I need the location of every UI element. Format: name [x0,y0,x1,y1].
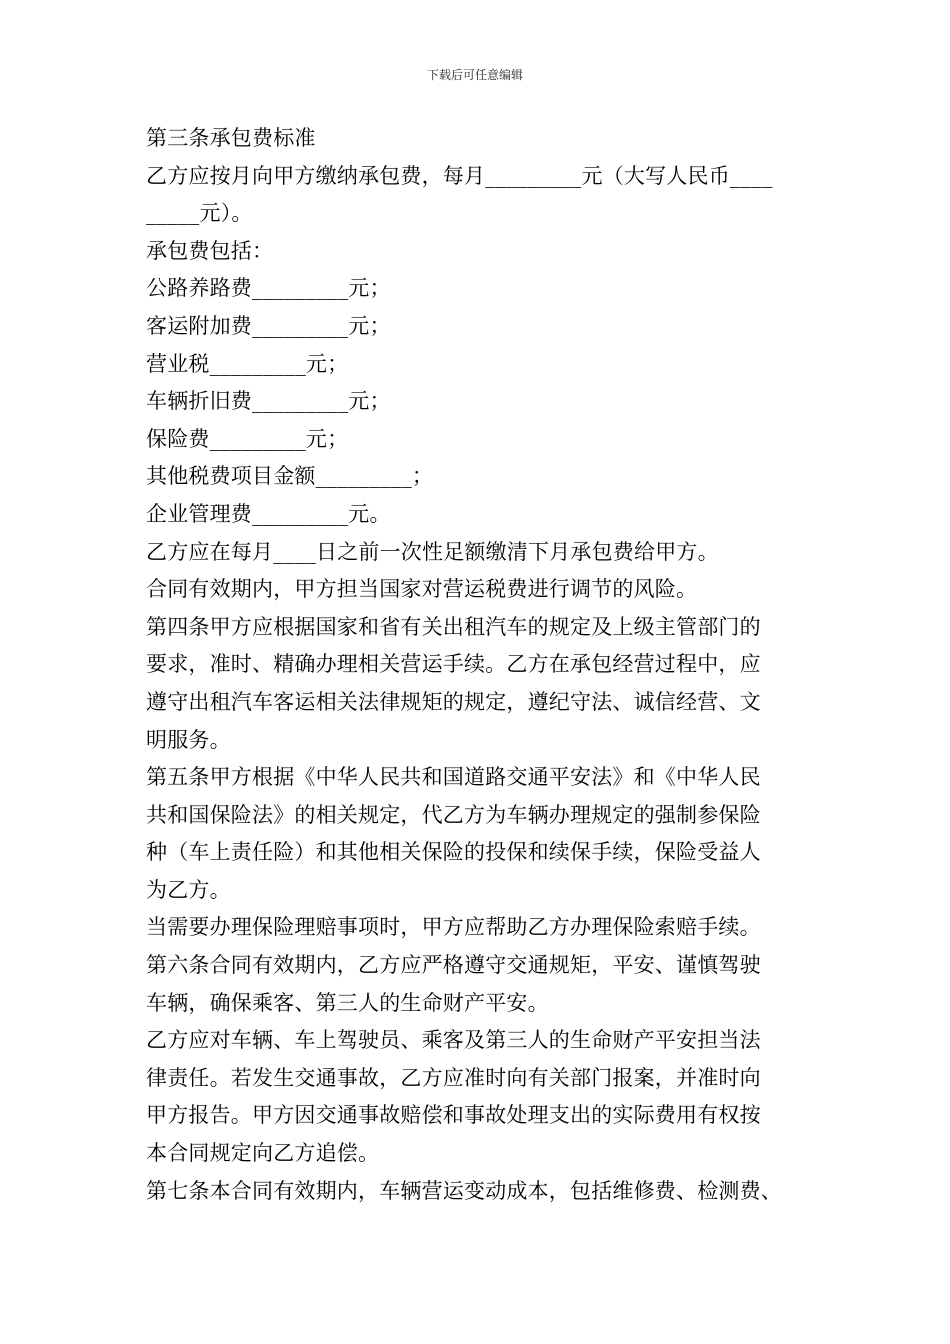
article-3-title: 第三条承包费标准 [146,126,316,150]
fee-item: 车辆折旧费_________元； [146,389,391,414]
paragraph-line: 乙方应按月向甲方缴纳承包费，每月_________元（大写人民币____ [146,163,773,188]
document-body [146,120,826,1210]
paragraph-line: 明服务。 [146,727,231,752]
paragraph-line: 本合同规定向乙方追偿。 [146,1141,380,1166]
fee-item: 其他税费项目金额_________； [146,464,434,489]
fee-item: 公路养路费_________元； [146,276,391,301]
article-6-line: 第六条合同有效期内，乙方应严格遵守交通规矩，平安、谨慎驾驶 [146,953,761,978]
article-4-line: 第四条甲方应根据国家和省有关出租汽车的规定及上级主管部门的 [146,614,761,639]
fee-item: 保险费_________元； [146,426,349,451]
page-header: 下载后可任意编辑 [426,68,523,82]
paragraph-line: 种（车上责任险）和其他相关保险的投保和续保手续，保险受益人 [146,840,761,865]
paragraph-line: 当需要办理保险理赔事项时，甲方应帮助乙方办理保险索赔手续。 [146,915,761,940]
fee-item: 客运附加费_________元； [146,313,391,338]
paragraph-line: 共和国保险法》的相关规定，代乙方为车辆办理规定的强制参保险 [146,802,761,827]
paragraph-line: 合同有效期内，甲方担当国家对营运税费进行调节的风险。 [146,577,698,602]
paragraph-line: 要求，准时、精确办理相关营运手续。乙方在承包经营过程中，应 [146,652,761,677]
article-5-line: 第五条甲方根据《中华人民共和国道路交通平安法》和《中华人民 [146,765,761,790]
paragraph-line: 甲方报告。甲方因交通事故赔偿和事故处理支出的实际费用有权按 [146,1103,761,1128]
paragraph-line: 遵守出租汽车客运相关法律规矩的规定，遵纪守法、诚信经营、文 [146,689,761,714]
fee-item: 营业税_________元； [146,351,349,376]
paragraph-line: _____元）。 [146,201,253,226]
paragraph-line: 车辆，确保乘客、第三人的生命财产平安。 [146,990,549,1015]
paragraph-line: 乙方应对车辆、车上驾驶员、乘客及第三人的生命财产平安担当法 [146,1028,761,1053]
article-7-line: 第七条本合同有效期内，车辆营运变动成本，包括维修费、检测费、 [146,1178,782,1203]
paragraph-line: 律责任。若发生交通事故，乙方应准时向有关部门报案，并准时向 [146,1065,761,1090]
paragraph-line: 为乙方。 [146,877,231,902]
fee-item: 企业管理费_________元。 [146,501,391,526]
paragraph-line: 乙方应在每月____日之前一次性足额缴清下月承包费给甲方。 [146,539,719,564]
paragraph-line: 承包费包括： [146,238,274,263]
